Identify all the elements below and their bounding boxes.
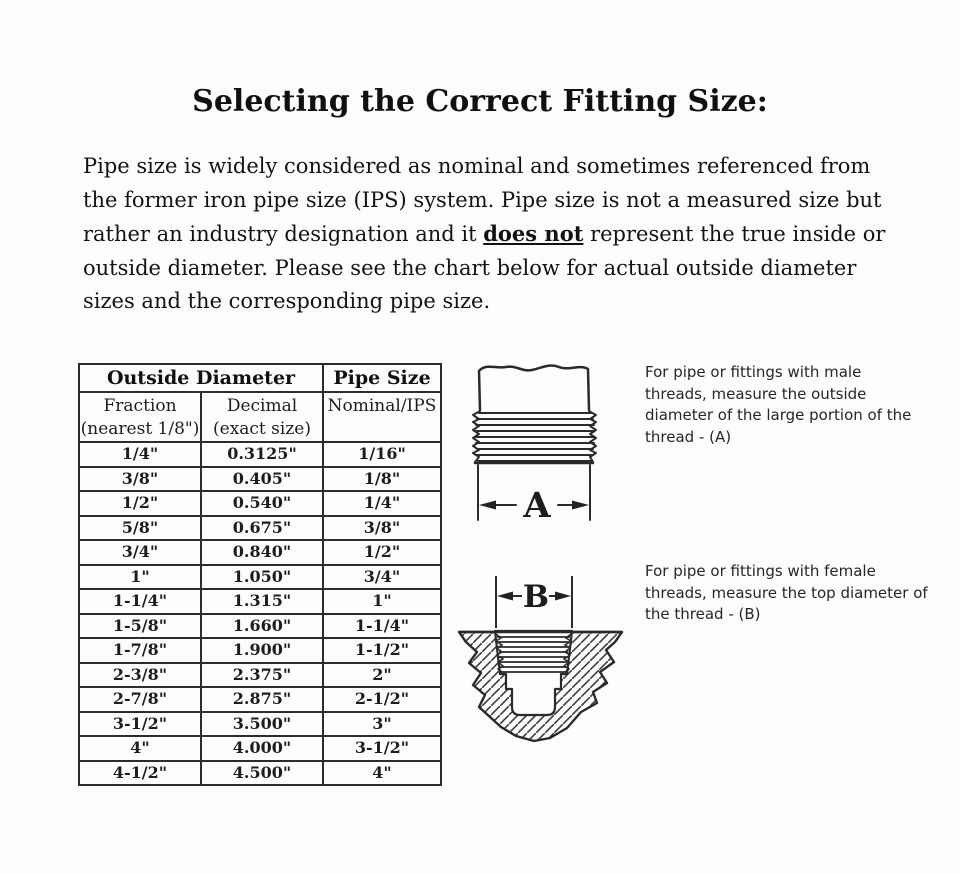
dimension-label-a: A: [523, 485, 551, 526]
table-row: [79, 589, 441, 614]
table-row: [79, 687, 441, 712]
nominal-cell: 3": [323, 712, 441, 737]
table-row: [79, 491, 441, 516]
thread-ridge-lines: [476, 413, 594, 461]
decimal-cell: 0.405": [201, 467, 323, 492]
col-header-nominal-line1: Nominal/IPS: [327, 396, 437, 416]
table-sub-header-row: [79, 392, 441, 442]
male-thread-caption: For pipe or fittings with male threads, measure the outside diameter of the large portion of the thread - (A): [645, 363, 912, 446]
fraction-cell: 1-5/8": [79, 614, 201, 639]
col-group-outside-diameter: Outside Diameter: [79, 364, 323, 392]
pipe-body-outline: [479, 365, 589, 410]
table-row: [79, 663, 441, 688]
decimal-cell: 0.540": [201, 491, 323, 516]
page-title: Selecting the Correct Fitting Size:: [192, 84, 768, 119]
decimal-cell: 1.315": [201, 589, 323, 614]
nominal-cell: 1/4": [323, 491, 441, 516]
table-row: [79, 565, 441, 590]
nominal-cell: 1-1/4": [323, 614, 441, 639]
col-header-decimal: [201, 392, 323, 442]
intro-paragraph: [83, 150, 895, 319]
fraction-cell: 3-1/2": [79, 712, 201, 737]
table-row: [79, 540, 441, 565]
decimal-cell: 3.500": [201, 712, 323, 737]
decimal-cell: 2.875": [201, 687, 323, 712]
fraction-cell: 4": [79, 736, 201, 761]
fraction-cell: 1-7/8": [79, 638, 201, 663]
table-row: [79, 761, 441, 786]
nominal-cell: 3/8": [323, 516, 441, 541]
fraction-cell: 2-3/8": [79, 663, 201, 688]
nominal-cell: 3-1/2": [323, 736, 441, 761]
nominal-cell: 2-1/2": [323, 687, 441, 712]
table-row: [79, 614, 441, 639]
nominal-cell: 2": [323, 663, 441, 688]
nominal-cell: 1/16": [323, 442, 441, 467]
fraction-cell: 5/8": [79, 516, 201, 541]
intro-text-post: represent the true inside or outside diameter. Please see the chart below for actual outside diameter sizes and the corresponding pipe size.: [83, 222, 886, 313]
decimal-cell: 0.3125": [201, 442, 323, 467]
table-row: [79, 442, 441, 467]
col-group-pipe-size: Pipe Size: [323, 364, 441, 392]
decimal-cell: 1.900": [201, 638, 323, 663]
fraction-cell: 4-1/2": [79, 761, 201, 786]
nominal-cell: 1/8": [323, 467, 441, 492]
col-header-nominal: [323, 392, 441, 442]
decimal-cell: 1.660": [201, 614, 323, 639]
fraction-cell: 1/4": [79, 442, 201, 467]
col-header-fraction: [79, 392, 201, 442]
female-thread-diagram: [446, 562, 631, 752]
decimal-cell: 1.050": [201, 565, 323, 590]
table-row: [79, 516, 441, 541]
intro-emphasis: does not: [483, 221, 584, 246]
intro-text-pre: Pipe size is widely considered as nominal and sometimes referenced from the former iron pipe size (IPS) system. Pipe size is not a measured size but rather an industry designation and it: [83, 154, 882, 246]
dimension-label-b: B: [522, 579, 550, 615]
table-row: [79, 638, 441, 663]
col-header-decimal-line1: Decimal: [226, 396, 298, 416]
decimal-cell: 0.840": [201, 540, 323, 565]
decimal-cell: 0.675": [201, 516, 323, 541]
fraction-cell: 1": [79, 565, 201, 590]
decimal-cell: 2.375": [201, 663, 323, 688]
col-header-fraction-line2: (nearest 1/8"): [80, 419, 200, 439]
col-header-fraction-line1: Fraction: [103, 396, 177, 416]
nominal-cell: 4": [323, 761, 441, 786]
nominal-cell: 1/2": [323, 540, 441, 565]
male-thread-diagram: [452, 356, 622, 536]
table-row: [79, 712, 441, 737]
fraction-cell: 3/4": [79, 540, 201, 565]
table-row: [79, 736, 441, 761]
fraction-cell: 2-7/8": [79, 687, 201, 712]
nominal-cell: 1": [323, 589, 441, 614]
fraction-cell: 1/2": [79, 491, 201, 516]
decimal-cell: 4.000": [201, 736, 323, 761]
fraction-cell: 3/8": [79, 467, 201, 492]
decimal-cell: 4.500": [201, 761, 323, 786]
table-group-header-row: [79, 364, 441, 392]
table-row: [79, 467, 441, 492]
female-thread-caption: For pipe or fittings with female threads, measure the top diameter of the thread - (B): [645, 562, 928, 623]
col-header-decimal-line2: (exact size): [213, 419, 311, 439]
nominal-cell: 3/4": [323, 565, 441, 590]
nominal-cell: 1-1/2": [323, 638, 441, 663]
pipe-size-table: [78, 363, 442, 786]
fraction-cell: 1-1/4": [79, 589, 201, 614]
